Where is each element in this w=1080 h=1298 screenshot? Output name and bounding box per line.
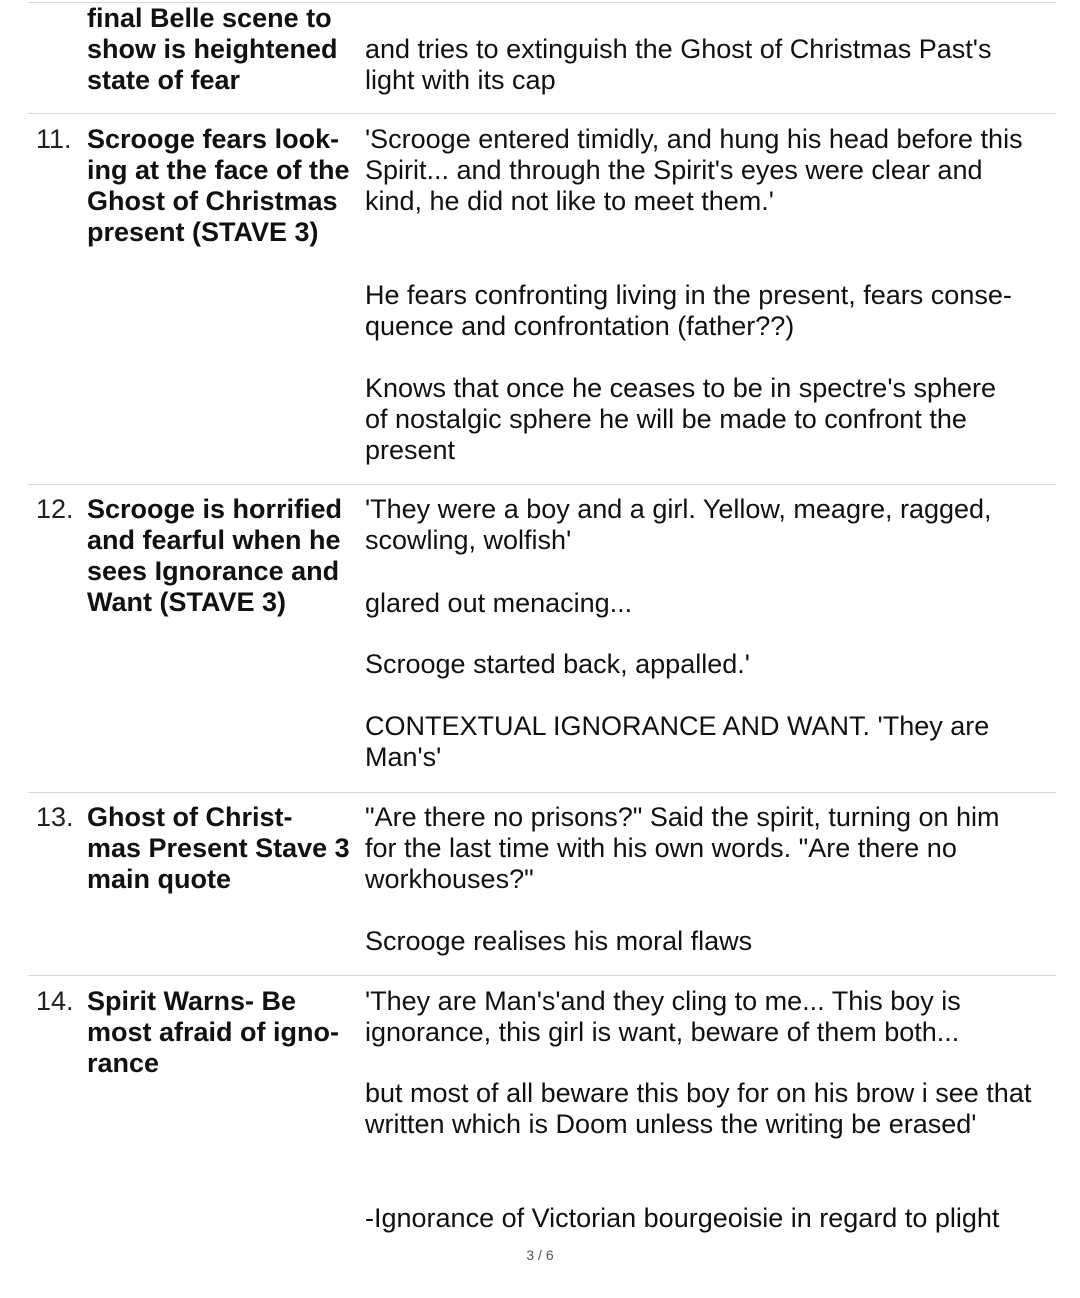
- text-line: Man's': [365, 742, 442, 772]
- text-line: Spirit... and through the Spirit's eyes were clear and: [365, 155, 983, 185]
- text-line: rance: [87, 1048, 160, 1078]
- row-12-quote-para: [365, 588, 1055, 619]
- text-line: light with its cap: [365, 65, 556, 95]
- text-line: present: [365, 435, 456, 465]
- row-13-analysis-para: [365, 926, 1055, 957]
- text-line: Ghost of Christmas: [87, 186, 338, 216]
- row-14-left-cell: [87, 986, 357, 1079]
- text-line: 'They were a boy and a girl. Yellow, meagre, ragged,: [365, 494, 992, 524]
- text-line: Scrooge started back, appalled.': [365, 649, 750, 679]
- row-13-quote-para: [365, 802, 1055, 895]
- text-line: Scrooge fears look-: [87, 124, 340, 154]
- row-11-quote-para: [365, 124, 1055, 217]
- text-line: final Belle scene to: [87, 3, 332, 33]
- text-line: for the last time with his own words. "Are there no: [365, 833, 957, 863]
- row-12-quote-para: [365, 494, 1055, 556]
- text-line: kind, he did not like to meet them.': [365, 186, 774, 216]
- text-line: show is heightened: [87, 34, 338, 64]
- text-line: present (STAVE 3): [87, 217, 319, 247]
- row-number: 14.: [36, 986, 74, 1016]
- text-line: 'Scrooge entered timidly, and hung his head before this: [365, 124, 1023, 154]
- text-line: most afraid of igno-: [87, 1017, 339, 1047]
- row-divider: [28, 975, 1056, 976]
- row-12-quote-para: [365, 649, 1055, 680]
- row-14-quote-para: [365, 1078, 1055, 1140]
- row-13-left-cell: [87, 802, 357, 895]
- text-line: Knows that once he ceases to be in spectre's sphere: [365, 373, 997, 403]
- text-line: quence and confrontation (father??): [365, 311, 795, 341]
- row-11-left-cell: [87, 124, 357, 248]
- text-line: of nostalgic sphere he will be made to confront the: [365, 404, 967, 434]
- text-line: and tries to extinguish the Ghost of Christmas Past's: [365, 34, 992, 64]
- row-divider: [28, 484, 1056, 485]
- text-line: workhouses?": [365, 864, 534, 894]
- row-number: 13.: [36, 802, 74, 832]
- text-line: Want (STAVE 3): [87, 587, 286, 617]
- prev-row-right-cell: [365, 34, 1055, 96]
- text-line: glared out menacing...: [365, 588, 633, 618]
- row-number: 11.: [36, 124, 72, 154]
- text-line: Ghost of Christ-: [87, 802, 293, 832]
- text-line: 'They are Man's'and they cling to me... This boy is: [365, 986, 961, 1016]
- text-line: and fearful when he: [87, 525, 341, 555]
- prev-row-left-cell: [87, 3, 357, 96]
- text-line: ignorance, this girl is want, beware of them both...: [365, 1017, 960, 1047]
- text-line: Scrooge realises his moral flaws: [365, 926, 753, 956]
- row-11-analysis-para: [365, 373, 1055, 466]
- text-line: but most of all beware this boy for on his brow i see that: [365, 1078, 1032, 1108]
- text-line: -Ignorance of Victorian bourgeoisie in regard to plight: [365, 1203, 1000, 1233]
- text-line: Spirit Warns- Be: [87, 986, 297, 1016]
- row-14-quote-para: [365, 986, 1055, 1048]
- text-line: mas Present Stave 3: [87, 833, 350, 863]
- text-line: ing at the face of the: [87, 155, 350, 185]
- text-line: Scrooge is horrified: [87, 494, 343, 524]
- row-12-left-cell: [87, 494, 357, 618]
- row-14-context-para: [365, 1203, 1055, 1234]
- text-line: He fears confronting living in the present, fears conse-: [365, 280, 1012, 310]
- row-divider: [28, 113, 1056, 114]
- text-line: "Are there no prisons?" Said the spirit, turning on him: [365, 802, 1000, 832]
- text-line: main quote: [87, 864, 232, 894]
- row-11-analysis-para: [365, 280, 1055, 342]
- text-line: written which is Doom unless the writing be erased': [365, 1109, 977, 1139]
- text-line: CONTEXTUAL IGNORANCE AND WANT. 'They are: [365, 711, 990, 741]
- row-divider: [28, 792, 1056, 793]
- row-number: 12.: [36, 494, 74, 524]
- text-line: sees Ignorance and: [87, 556, 340, 586]
- text-line: state of fear: [87, 65, 241, 95]
- text-line: scowling, wolfish': [365, 525, 572, 555]
- row-12-context-para: [365, 711, 1055, 773]
- page-indicator: 3 / 6: [526, 1247, 554, 1263]
